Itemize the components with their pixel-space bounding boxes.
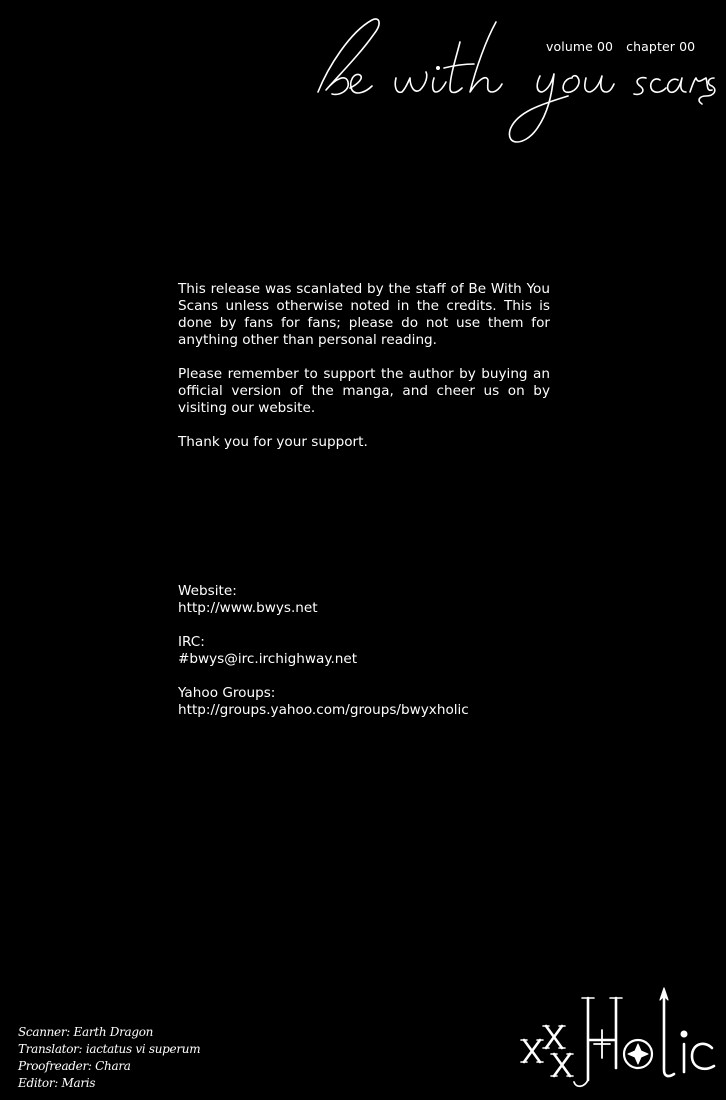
credit-proofreader: Proofreader: Chara	[18, 1059, 131, 1073]
notice-paragraph-thanks: Thank you for your support.	[178, 434, 368, 450]
website-label: Website:	[178, 583, 237, 599]
website-link: http://www.bwys.net	[178, 600, 318, 616]
credit-editor: Editor: Maris	[18, 1076, 96, 1090]
contact-links	[178, 583, 469, 736]
staff-credits	[18, 1024, 200, 1092]
volume-label: volume 00	[546, 39, 614, 54]
yahoo-label: Yahoo Groups:	[178, 685, 276, 701]
group-brand	[310, 12, 720, 152]
volume-chapter-label	[546, 39, 695, 54]
notice-paragraph-scanlation: This release was scanlated by the staff of Be With You Scans unless otherwise noted in the credits. This is done by fans for fans; please do not use them for anything other than personal reading.	[178, 281, 550, 348]
irc-label: IRC:	[178, 634, 205, 650]
yahoo-link: http://groups.yahoo.com/groups/bwyxholic	[178, 702, 469, 718]
credit-scanner: Scanner: Earth Dragon	[18, 1025, 154, 1039]
brand-script-logo	[310, 12, 720, 152]
irc-group	[178, 634, 469, 668]
credit-translator: Translator: iactatus vi superum	[18, 1042, 201, 1056]
website-group	[178, 583, 469, 617]
series-title-logo	[518, 984, 720, 1092]
chapter-label: chapter 00	[626, 39, 696, 54]
notice-paragraph-support: Please remember to support the author by buying an official version of the manga, and cheer us on by visiting our website.	[178, 366, 550, 416]
release-notice	[178, 281, 550, 468]
irc-channel: #bwys@irc.irchighway.net	[178, 651, 358, 667]
yahoo-group	[178, 685, 469, 719]
